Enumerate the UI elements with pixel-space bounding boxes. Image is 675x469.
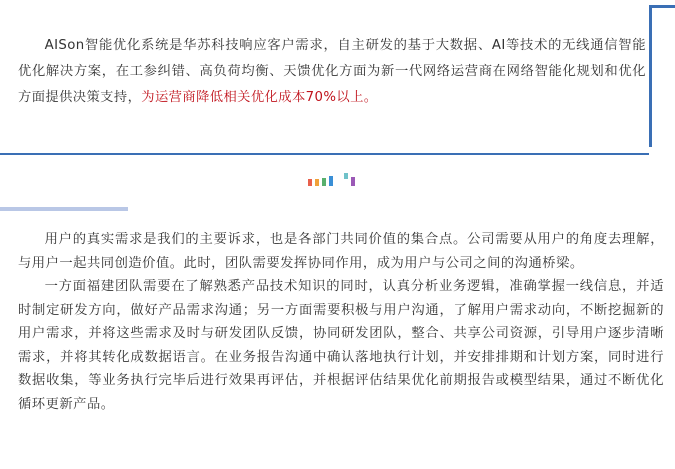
accent-bar <box>0 207 128 211</box>
divider-dot <box>322 178 326 186</box>
divider-dot <box>351 177 355 186</box>
body-paragraph: 用户的真实需求是我们的主要诉求，也是各部门共同价值的集合点。公司需要从用户的角度去理解，与用户一起共同创造价值。此时，团队需要发挥协同作用，成为用户与公司之间的沟通桥梁。 <box>18 232 664 271</box>
intro-box <box>0 0 675 160</box>
intro-paragraph <box>18 33 646 111</box>
frame-corner-line <box>652 5 675 8</box>
intro-highlight: 为运营商降低相关优化成本70%以上。 <box>141 90 378 105</box>
frame-bottom-line <box>0 153 649 155</box>
divider-dot <box>308 179 312 186</box>
body-paragraph: 一方面福建团队需要在了解熟悉产品技术知识的同时，认真分析业务逻辑，准确掌握一线信息，并适时制定研发方向，做好产品需求沟通；另一方面需要积极与用户沟通，了解用户需求动向，不断挖掘新的用户需求，并将这些需求及时与研发团队反馈，协同研发团队，整合、共享公司资源，引导用户逐步清晰需求，并将其转化成数据语言。在业务报告沟通中确认落地执行计划，并安排排期和计划方案，同时进行数据收集，等业务执行完毕后进行效果再评估，并根据评估结果优化前期报告或模型结果，通过不断优化循环更新产品。 <box>18 279 664 412</box>
divider-dot <box>315 179 319 186</box>
divider-dot <box>344 173 348 179</box>
intro-text: AISon智能优化系统是华苏科技响应客户需求，自主研发的基于大数据、AI等技术的无线通信智能优化解决方案，在工参纠错、高负荷均衡、天馈优化方面为新一代网络运营商在网络智能化规划和优化方面提供决策支持， <box>18 38 646 105</box>
article-body <box>18 228 664 416</box>
frame-right-line <box>649 5 652 147</box>
divider-dot <box>329 176 333 186</box>
decorative-divider <box>308 172 368 188</box>
